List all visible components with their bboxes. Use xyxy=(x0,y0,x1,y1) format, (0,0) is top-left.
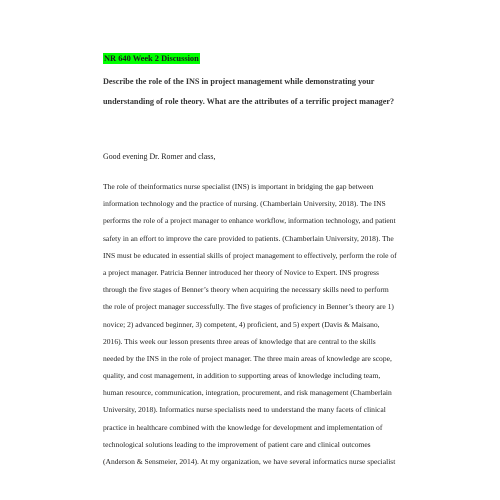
body-paragraph xyxy=(103,178,403,470)
body-line: technological solutions leading to the improvement of patient care and clinical outcomes xyxy=(103,439,371,449)
body-line: INS must be educated in essential skills of project management to effectively, perform the role of xyxy=(103,250,397,260)
body-line: University, 2018). Informatics nurse specialists need to understand the many facets of clinical xyxy=(103,405,386,415)
body-line: 2016). This week our lesson presents three areas of knowledge that are central to the skills xyxy=(103,336,376,346)
greeting-text: Good evening Dr. Romer and class, xyxy=(103,152,216,161)
body-line: the role of project manager successfully. The five stages of proficiency in Benner’s theory are 1) xyxy=(103,302,394,312)
body-line: performs the role of a project manager to enhance workflow, information technology, and patient xyxy=(103,216,396,226)
body-line: The role of theinformatics nurse specialist (INS) is important in bridging the gap between xyxy=(103,182,374,191)
question-line: Describe the role of the INS in project management while demonstrating your xyxy=(103,77,375,86)
course-heading-highlight: NR 640 Week 2 Discussion xyxy=(104,54,199,63)
question-line: understanding of role theory. What are the attributes of a terrific project manager? xyxy=(103,97,395,106)
body-line: through the five stages of Benner’s theory when acquiring the necessary skills need to perform xyxy=(103,285,389,295)
body-line: quality, and cost management, in addition to supporting areas of knowledge including team, xyxy=(103,371,381,381)
body-line: information technology and the practice of nursing. (Chamberlain University, 2018). The INS xyxy=(103,199,386,209)
body-line: needed by the INS in the role of project manager. The three main areas of knowledge are scope, xyxy=(103,353,392,363)
body-line: practice in healthcare combined with the knowledge for development and implementation of xyxy=(103,422,383,432)
body-line: novice; 2) advanced beginner, 3) competent, 4) proficient, and 5) expert (Davis & Maisano, xyxy=(103,319,380,329)
body-line: (Anderson & Sensmeier, 2014). At my organization, we have several informatics nurse specialist xyxy=(103,457,396,466)
body-line: safety in an effort to improve the care provided to patients. (Chamberlain University, 2018). The xyxy=(103,233,394,243)
body-line: a project manager. Patricia Benner introduced her theory of Novice to Expert. INS progress xyxy=(103,267,379,277)
discussion-question xyxy=(103,72,403,112)
body-line: human resource, communication, integration, procurement, and risk management (Chamberlain xyxy=(103,388,392,398)
